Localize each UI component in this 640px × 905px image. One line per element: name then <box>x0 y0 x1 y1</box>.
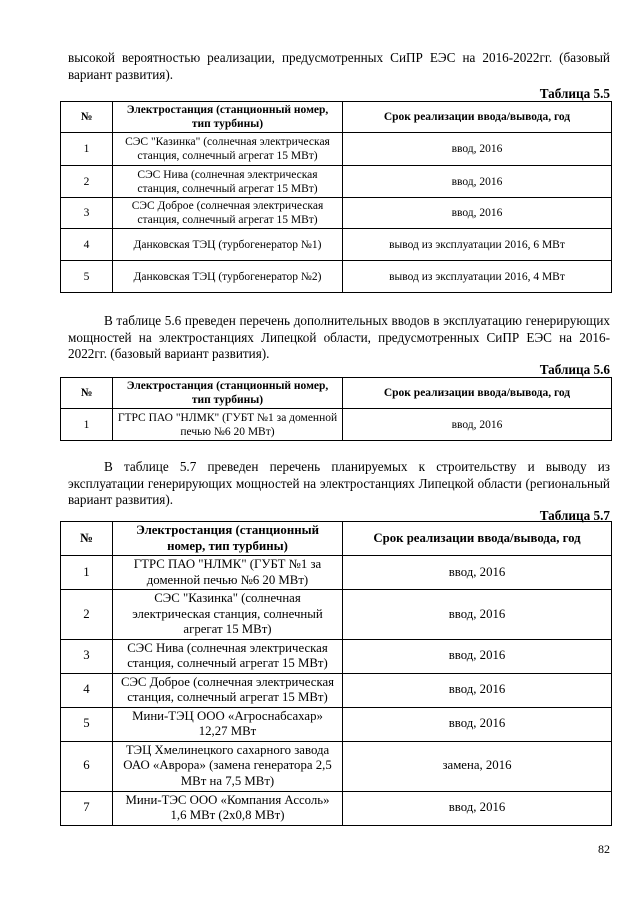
row-plant: Мини-ТЭС ООО «Компания Ассоль» 1,6 МВт (2х0,8 МВт) <box>113 791 343 825</box>
row-term: ввод, 2016 <box>343 409 612 441</box>
row-plant: ГТРС ПАО "НЛМК" (ГУБТ №1 за доменной печью №6 20 МВт) <box>113 409 343 441</box>
table-5-7-intro-paragraph: В таблице 5.7 преведен перечень планируемых к строительству и выводу из эксплуатации генерирующих мощностей на электростанциях Липецкой области (региональный вариант развития). <box>68 459 610 507</box>
table-row <box>61 229 612 261</box>
row-num: 3 <box>61 639 113 673</box>
row-term: замена, 2016 <box>343 741 612 791</box>
row-plant: СЭС Доброе (солнечная электрическая станция, солнечный агрегат 15 МВт) <box>113 198 343 229</box>
table-header-row <box>61 102 612 133</box>
row-plant: Мини-ТЭЦ ООО «Агроснабсахар» 12,27 МВт <box>113 707 343 741</box>
header-num: № <box>61 102 113 133</box>
table-row <box>61 673 612 707</box>
header-term: Срок реализации ввода/вывода, год <box>343 522 612 556</box>
header-term: Срок реализации ввода/вывода, год <box>343 378 612 409</box>
row-term: ввод, 2016 <box>343 590 612 640</box>
row-num: 3 <box>61 198 113 229</box>
table-row <box>61 261 612 293</box>
header-num: № <box>61 522 113 556</box>
table-row <box>61 556 612 590</box>
row-plant: СЭС Нива (солнечная электрическая станция, солнечный агрегат 15 МВт) <box>113 639 343 673</box>
table-row <box>61 791 612 825</box>
row-term: ввод, 2016 <box>343 133 612 166</box>
header-term: Срок реализации ввода/вывода, год <box>343 102 612 133</box>
row-term: ввод, 2016 <box>343 166 612 198</box>
row-term: ввод, 2016 <box>343 639 612 673</box>
row-plant: ТЭЦ Хмелинецкого сахарного завода ОАО «Аврора» (замена генератора 2,5 МВт на 7,5 МВт) <box>113 741 343 791</box>
row-num: 1 <box>61 133 113 166</box>
table-5-6-intro-paragraph: В таблице 5.6 преведен перечень дополнительных вводов в эксплуатацию генерирующих мощностей на электростанциях Липецкой области, предусмотренных СиПР ЕЭС на 2016-2022гг. (базовый вариант развития). <box>68 313 610 361</box>
row-plant: СЭС Доброе (солнечная электрическая станция, солнечный агрегат 15 МВт) <box>113 673 343 707</box>
table-row <box>61 133 612 166</box>
row-plant: СЭС Нива (солнечная электрическая станция, солнечный агрегат 15 МВт) <box>113 166 343 198</box>
header-num: № <box>61 378 113 409</box>
row-num: 2 <box>61 590 113 640</box>
row-num: 1 <box>61 409 113 441</box>
row-term: вывод из эксплуатации 2016, 4 МВт <box>343 261 612 293</box>
row-term: ввод, 2016 <box>343 707 612 741</box>
table-5-7-caption: Таблица 5.7 <box>539 508 610 523</box>
row-num: 5 <box>61 707 113 741</box>
row-term: ввод, 2016 <box>343 673 612 707</box>
page-number: 82 <box>598 842 610 856</box>
table-row <box>61 741 612 791</box>
table-row <box>61 639 612 673</box>
row-num: 2 <box>61 166 113 198</box>
row-num: 1 <box>61 556 113 590</box>
table-row <box>61 198 612 229</box>
row-term: ввод, 2016 <box>343 556 612 590</box>
table-row <box>61 707 612 741</box>
intro-paragraph: высокой вероятностью реализации, предусмотренных СиПР ЕЭС на 2016-2022гг. (базовый вариант развития). <box>68 50 610 82</box>
row-plant: СЭС "Казинка" (солнечная электрическая станция, солнечный агрегат 15 МВт) <box>113 133 343 166</box>
row-plant: СЭС "Казинка" (солнечная электрическая станция, солнечный агрегат 15 МВт) <box>113 590 343 640</box>
row-num: 6 <box>61 741 113 791</box>
table-5-5-caption: Таблица 5.5 <box>539 86 610 101</box>
header-plant: Электростанция (станционный номер, тип турбины) <box>113 378 343 409</box>
table-5-5 <box>60 101 612 293</box>
row-num: 4 <box>61 229 113 261</box>
table-header-row <box>61 522 612 556</box>
table-5-7 <box>60 521 612 826</box>
row-num: 4 <box>61 673 113 707</box>
header-plant: Электростанция (станционный номер, тип турбины) <box>113 522 343 556</box>
table-row <box>61 166 612 198</box>
row-term: ввод, 2016 <box>343 198 612 229</box>
row-plant: Данковская ТЭЦ (турбогенератор №1) <box>113 229 343 261</box>
row-term: вывод из эксплуатации 2016, 6 МВт <box>343 229 612 261</box>
row-term: ввод, 2016 <box>343 791 612 825</box>
row-num: 5 <box>61 261 113 293</box>
row-plant: Данковская ТЭЦ (турбогенератор №2) <box>113 261 343 293</box>
header-plant: Электростанция (станционный номер, тип турбины) <box>113 102 343 133</box>
table-5-6-caption: Таблица 5.6 <box>539 362 610 377</box>
table-row <box>61 409 612 441</box>
table-5-6 <box>60 377 612 441</box>
table-row <box>61 590 612 640</box>
row-num: 7 <box>61 791 113 825</box>
table-header-row <box>61 378 612 409</box>
row-plant: ГТРС ПАО "НЛМК" (ГУБТ №1 за доменной печью №6 20 МВт) <box>113 556 343 590</box>
